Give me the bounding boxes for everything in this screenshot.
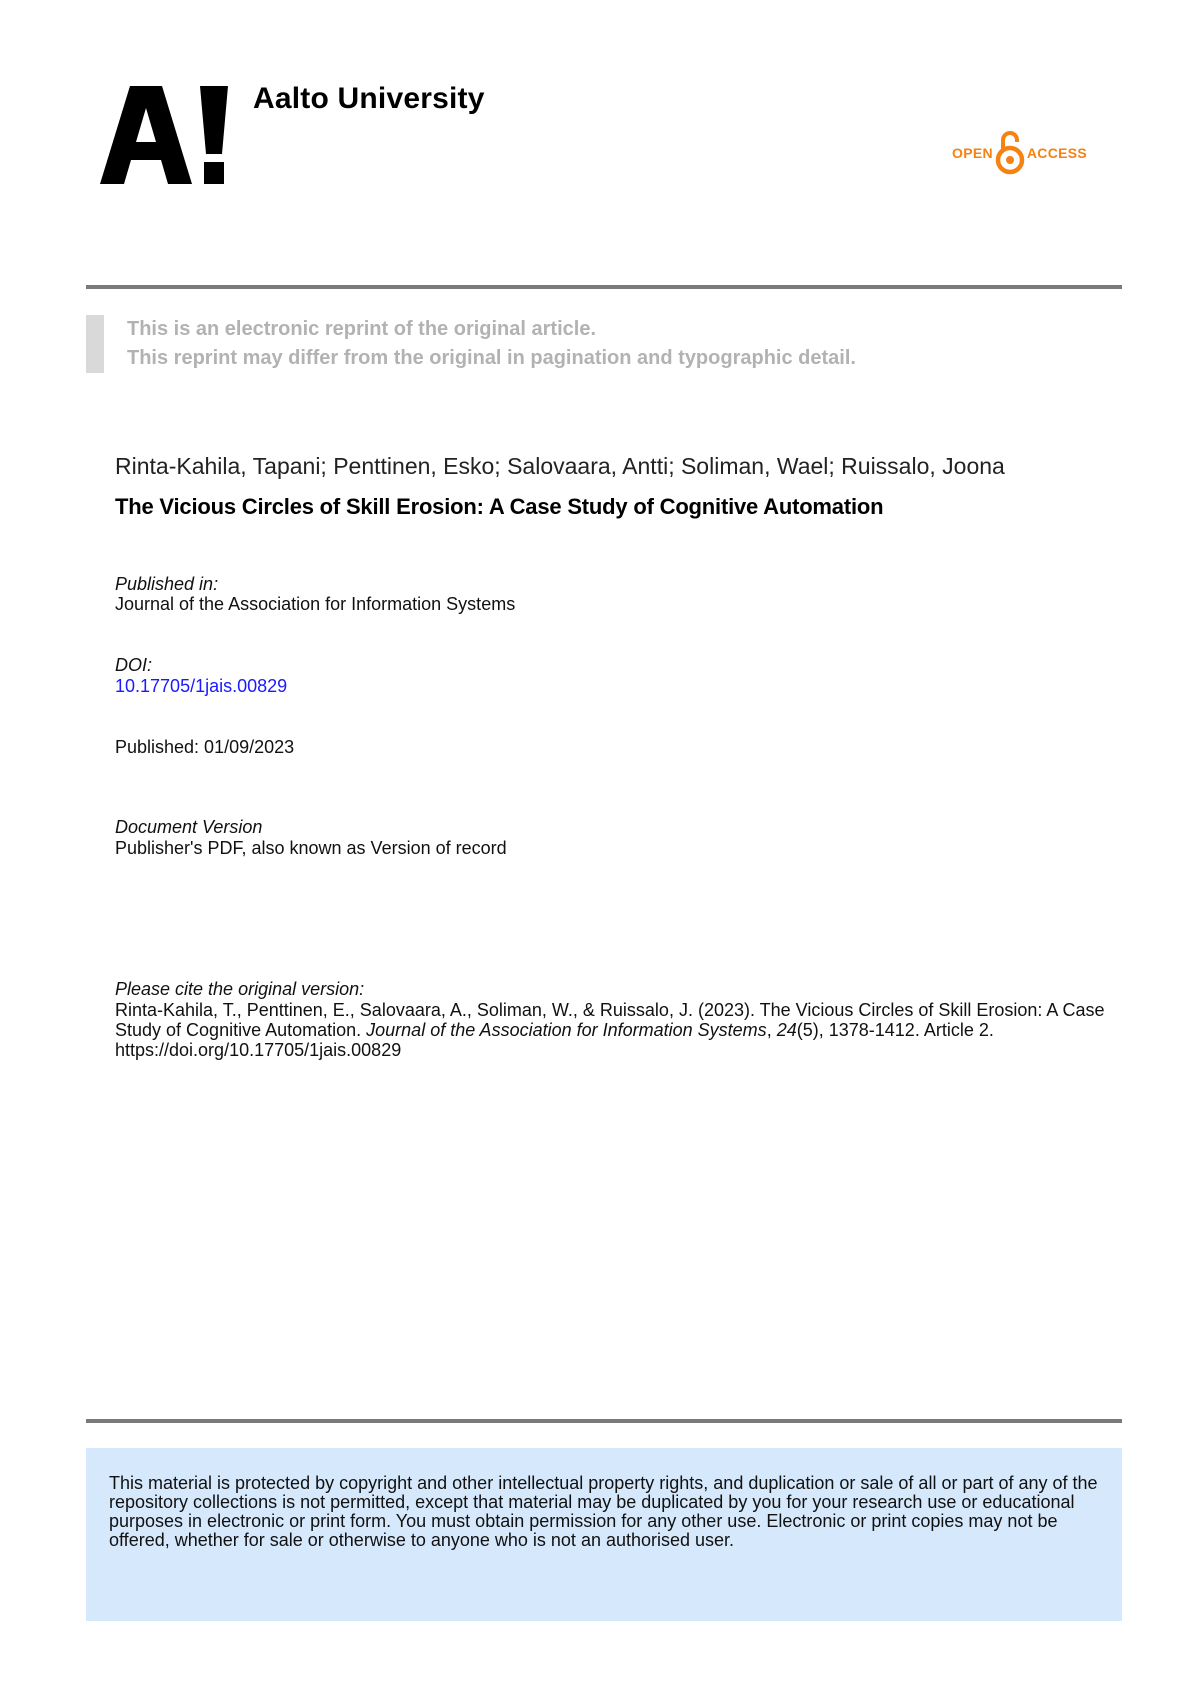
citation-journal: Journal of the Association for Information Systems <box>366 1020 767 1040</box>
reprint-notice-line-2: This reprint may differ from the original in pagination and typographic detail. <box>127 347 856 369</box>
reprint-notice-bar <box>86 315 104 373</box>
authors: Rinta-Kahila, Tapani; Penttinen, Esko; Salovaara, Antti; Soliman, Wael; Ruissalo, Joona <box>115 453 1005 479</box>
reprint-notice <box>127 315 856 373</box>
doi-link[interactable]: 10.17705/1jais.00829 <box>115 676 288 696</box>
bottom-divider <box>86 1419 1122 1423</box>
published-in-value: Journal of the Association for Information Systems <box>115 594 516 614</box>
published-in-label: Published in: <box>115 574 219 594</box>
citation-volume: 24 <box>776 1020 797 1040</box>
doi-label: DOI: <box>115 655 153 675</box>
published-date: Published: 01/09/2023 <box>115 737 295 757</box>
copyright-notice-box <box>86 1448 1122 1621</box>
reprint-notice-line-1: This is an electronic reprint of the original article. <box>127 318 596 340</box>
university-name: Aalto University <box>253 82 485 115</box>
top-divider <box>86 285 1122 289</box>
copyright-notice-text: This material is protected by copyright and other intellectual property rights, and duplication or sale of all or part of any of the repository collections is not permitted, except that material may be duplicated by you for your research use or educational purposes in electronic or print form. You must obtain permission for any other use. Electronic or print copies may not be offered, whether for sale or otherwise to anyone who is not an authorised user. <box>109 1473 1098 1550</box>
citation-separator: , <box>766 1020 777 1040</box>
open-access-right-word: ACCESS <box>1026 145 1088 161</box>
article-title: The Vicious Circles of Skill Erosion: A Case Study of Cognitive Automation <box>115 494 884 519</box>
document-version-value: Publisher's PDF, also known as Version of record <box>115 838 507 858</box>
citation-part-1: Rinta-Kahila, T., Penttinen, E., Salovaara, A., Soliman, W., & Ruissalo, J. (2023). The Vicious Circles of Skill Erosion: A Case Study of Cognitive Automation. <box>115 1000 1105 1040</box>
open-access-left-word: OPEN <box>952 145 993 161</box>
citation-part-2: (5), 1378-1412. Article 2. https://doi.org/10.17705/1jais.00829 <box>115 1020 994 1060</box>
citation-text <box>115 1000 1125 1060</box>
aalto-logo-mark <box>100 84 230 184</box>
cite-label: Please cite the original version: <box>115 979 365 999</box>
document-version-label: Document Version <box>115 817 263 837</box>
open-access-badge <box>952 128 1087 178</box>
open-access-lock-icon <box>995 128 1025 178</box>
